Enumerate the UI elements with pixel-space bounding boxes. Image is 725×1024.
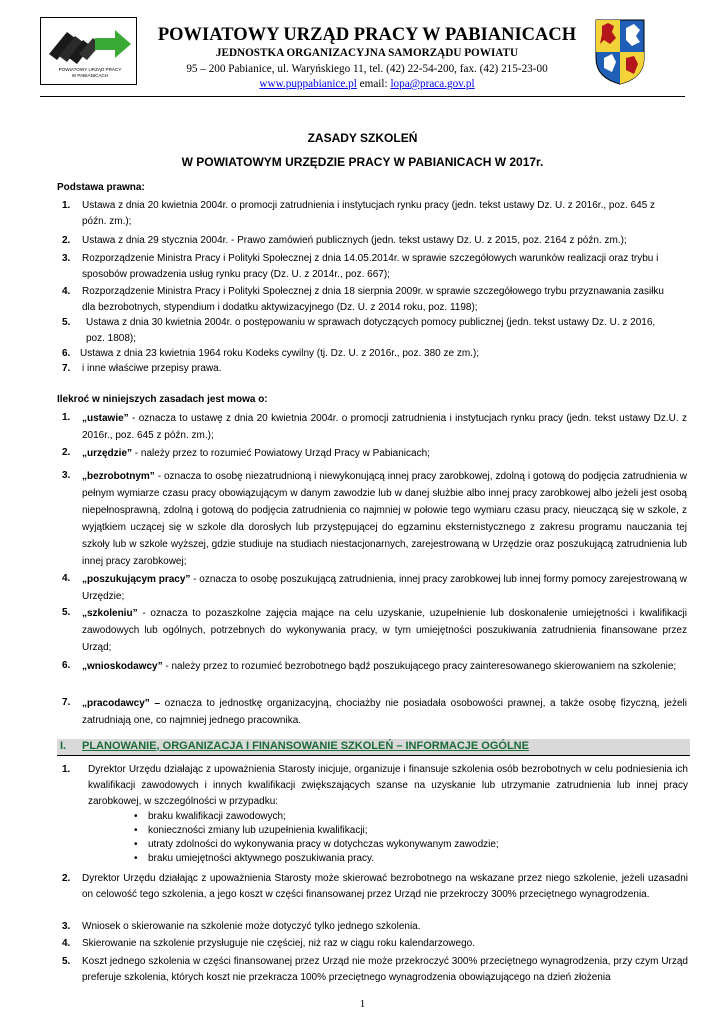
definition-term: „ustawie” [82,413,129,424]
legal-basis-item: i inne właściwe przepisy prawa. [82,363,222,374]
legal-basis-item: Ustawa z dnia 30 kwietnia 2004r. o postępowaniu w sprawach dotyczących pomocy publicznej (jedn. tekst ustawy Dz. U. z 2016, poz. 1808); [86,317,656,344]
section-item: Dyrektor Urzędu działając z upoważnienia Starosty może skierować bezrobotnego na wskazane przez niego szkolenie, jeżeli uzasadni on celowość tego szkolenia, a jego koszt w części finansowanej przez Urząd nie przekroczy 300% przeciętnego wynagrodzenia. [82,873,688,900]
legal-basis-item: Rozporządzenie Ministra Pracy i Polityki Społecznej z dnia 18 sierpnia 2009r. w sprawie szczegółowego trybu przyznawania zasiłku dla bezrobotnych, stypendium i dodatku aktywizacyjnego (Dz. U. z 2014 roku, poz. 1198); [82,286,664,313]
coat-of-arms-icon [594,18,646,86]
definition-text: - oznacza to ustawę z dnia 20 kwietnia 2004r. o promocji zatrudnienia i instytucjach rynku pracy (jedn. tekst ustawy Dz.U. z 2016r., poz. 645 z późn. zm.); [82,413,687,441]
bullet-item: • konieczności zmiany lub uzupełnienia kwalifikacji; [148,824,368,838]
definitions-label: Ilekroć w niniejszych zasadach jest mowa o: [57,394,268,405]
definition-term: „poszukującym pracy” [82,574,191,585]
definition-item [82,445,687,462]
document-title: ZASADY SZKOLEŃ [307,131,418,145]
legal-basis-label: Podstawa prawna: [57,182,145,193]
logo-graphic-icon [45,24,133,66]
definition-number: 5. [62,607,71,618]
definition-number: 2. [62,447,71,458]
definition-text: - oznacza to osobę poszukującą zatrudnienia, innej pracy zarobkowej lub innej formy pomocy zarejestrowaną w Urzędzie; [82,574,687,602]
legal-basis-item: Rozporządzenie Ministra Pracy i Polityki Społecznej z dnia 14.05.2014r. w sprawie szczegółowych warunków realizacji oraz trybu i sposobów prowadzenia usług rynku pracy (Dz. U. z 2014r., poz. 667); [82,253,659,280]
bullet-item: • braku umiejętności aktywnego poszukiwania pracy. [148,852,374,866]
section-item-number: 4. [62,938,71,949]
legal-basis-number: 6. [62,348,71,359]
legal-basis-number: 4. [62,286,71,297]
bullet-item: • utraty zdolności do wykonywania pracy w dotychczas wykonywanym zawodzie; [148,838,499,852]
office-title: POWIATOWY URZĄD PRACY W PABIANICACH [157,25,577,45]
logo-text [47,67,133,78]
section-item: Wniosek o skierowanie na szkolenie może dotyczyć tylko jednego szkolenia. [82,921,421,932]
legal-basis-item: Ustawa z dnia 29 stycznia 2004r. - Prawo zamówień publicznych (jedn. tekst ustawy Dz. U. z 2015, poz. 2164 z późn. zm.); [82,235,627,246]
definition-text: - należy przez to rozumieć bezrobotnego bądź poszukującego pracy zainteresowanego skierowaniem na szkolenie; [162,661,677,672]
definition-term: „bezrobotnym” [82,471,155,482]
section-item: Dyrektor Urzędu działając z upoważnienia Starosty inicjuje, organizuje i finansuje szkolenia osób bezrobotnych w celu podniesienia ich kwalifikacji zawodowych i innych kwalifikacji zwiększających szanse na uzyskanie lub utrzymanie zatrudnienia lub innej pracy zarobkowej, w szczególności w przypadku: [88,764,688,807]
legal-basis-item: Ustawa z dnia 20 kwietnia 2004r. o promocji zatrudnienia i instytucjach rynku pracy (jedn. tekst ustawy Dz. U. z 2016r., poz. 645 z późn. zm.); [82,200,656,227]
definition-number: 7. [62,697,71,708]
website-link[interactable]: www.puppabianice.pl [259,78,357,90]
legal-basis-number: 2. [62,235,71,246]
definition-text: oznacza to jednostkę organizacyjną, chociażby nie posiadała osobowości prawnej, a także osobę fizyczną, jeżeli zatrudniają one, co najmniej jednego pracownika. [82,698,687,726]
definition-text: - oznacza to osobę niezatrudnioną i niewykonującą innej pracy zarobkowej, zdolną i gotową do podjęcia zatrudnienia w pełnym wymiarze czasu pracy obowiązującym w danym zawodzie lub w danej służbie albo innej pracy zarobkowej albo jeżeli jest osobą niepełnosprawną, zdolną i gotową do podjęcia zatrudnienia co najmniej w połowie tego wymiaru czasu pracy, nieuczącą się w szkole, z wyjątkiem uczącej się w szkole dla dorosłych lub przystępującej do egzaminu eksternistycznego z zakresu programu nauczania tej szkoły lub w szkole wyższej, gdzie studiuje na studiach niestacjonarnych, zarejestrowaną w Urzędzie oraz poszukującą zatrudnienia lub innej pracy zarobkowej; [82,471,687,567]
definition-item [82,695,687,729]
definition-item [82,468,687,570]
definition-item [82,410,687,444]
office-contacts [140,78,594,90]
email-link[interactable]: lopa@praca.gov.pl [390,78,475,90]
legal-basis-number: 7. [62,363,71,374]
page-number: 1 [359,998,366,1010]
email-label: email: [359,78,388,90]
section-item-number: 5. [62,956,71,967]
header-divider [40,96,685,97]
definition-term: „szkoleniu” [82,608,138,619]
definition-term: „wnioskodawcy” [82,661,163,672]
logo-text-line1: POWIATOWY URZĄD PRACY [58,67,122,72]
section-number: I. [60,740,67,752]
pup-logo [40,17,137,85]
definition-number: 3. [62,470,71,481]
definition-item [82,658,687,675]
definition-item [82,571,687,605]
definition-item [82,605,687,656]
section-item: Skierowanie na szkolenie przysługuje nie częściej, niż raz w ciągu roku kalendarzowego. [82,938,475,949]
definition-number: 1. [62,412,71,423]
section-title: PLANOWANIE, ORGANIZACJA I FINANSOWANIE SZKOLEŃ – INFORMACJE OGÓLNE [82,740,529,752]
legal-basis-number: 5. [62,317,71,328]
definition-text: - należy przez to rozumieć Powiatowy Urząd Pracy w Pabianicach; [132,448,430,459]
definition-number: 4. [62,573,71,584]
section-item-number: 3. [62,921,71,932]
legal-basis-number: 1. [62,200,71,211]
section-item: Koszt jednego szkolenia w części finansowanej przez Urząd nie może przekroczyć 300% przeciętnego wynagrodzenia, przy czym Urząd preferuje szkolenia, których koszt nie przekracza 100% przeciętnego wynagrodzenia obowiązującego na dzień złożenia [82,956,688,983]
office-address: 95 – 200 Pabianice, ul. Waryńskiego 11, tel. (42) 22-54-200, fax. (42) 215-23-00 [186,63,548,75]
definition-text: - oznacza to pozaszkolne zajęcia mające na celu uzyskanie, uzupełnienie lub doskonalenie umiejętności i kwalifikacji zawodowych lub ogólnych, potrzebnych do wykonywania pracy, w tym umiejętności poszukiwania zatrudnienia finansowane przez Urząd; [82,608,687,653]
definition-number: 6. [62,660,71,671]
document-subtitle: W POWIATOWYM URZĘDZIE PRACY W PABIANICACH W 2017r. [181,155,544,169]
definition-term: „urzędzie” [82,448,133,459]
section-item-number: 1. [62,764,71,775]
legal-basis-number: 3. [62,253,71,264]
definition-term: „pracodawcy” – [82,698,161,709]
office-subtitle: JEDNOSTKA ORGANIZACYJNA SAMORZĄDU POWIATU [215,47,519,59]
logo-text-line2: W PABIANICACH [71,72,109,78]
bullet-item: • braku kwalifikacji zawodowych; [148,810,286,824]
legal-basis-item: Ustawa z dnia 23 kwietnia 1964 roku Kodeks cywilny (tj. Dz. U. z 2016r., poz. 380 ze zm.); [80,348,480,359]
section-item-number: 2. [62,873,71,884]
